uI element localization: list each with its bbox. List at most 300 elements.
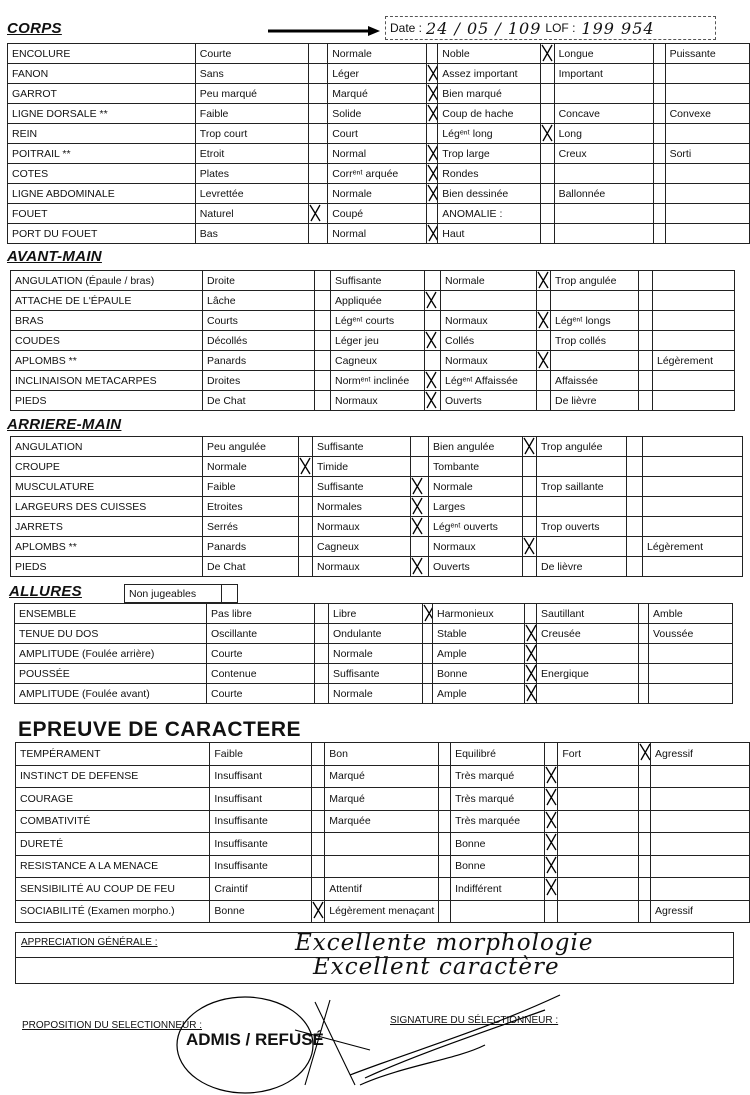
table-row [8, 84, 750, 104]
mark-cell[interactable] [544, 810, 558, 833]
mark-cell[interactable] [426, 64, 437, 84]
mark-cell[interactable] [537, 351, 551, 371]
mark-cell[interactable] [541, 224, 554, 244]
appreciation-handwritten-1: Excellente morphologie [295, 930, 594, 956]
mark-cell[interactable] [315, 604, 329, 624]
criterion-label: LIGNE DORSALE ** [12, 107, 108, 120]
option-cell [207, 604, 315, 624]
option-cell [438, 184, 541, 204]
option-cell [554, 144, 654, 164]
option-cell [328, 104, 427, 124]
option-label: Timide [317, 460, 349, 473]
mark-cell[interactable] [309, 144, 328, 164]
option-cell [195, 84, 308, 104]
mark-cell[interactable] [426, 44, 437, 64]
option-cell [325, 878, 439, 901]
mark-cell[interactable] [523, 537, 537, 557]
mark-cell[interactable] [654, 224, 665, 244]
table-row [11, 271, 735, 291]
option-label: Légᵉⁿᵗ ouverts [433, 520, 498, 533]
check-cross-icon [537, 351, 549, 369]
section-title-arriere-main: ARRIERE-MAIN [7, 416, 122, 433]
option-label: Normale [207, 460, 247, 473]
option-cell [537, 497, 627, 517]
mark-cell[interactable] [639, 743, 651, 766]
table-row [16, 900, 750, 923]
mark-cell[interactable] [423, 664, 433, 684]
table-row [16, 833, 750, 856]
mark-cell[interactable] [654, 184, 665, 204]
option-cell [331, 291, 425, 311]
check-cross-icon [427, 64, 438, 82]
option-cell [433, 644, 525, 664]
mark-cell[interactable] [411, 517, 429, 537]
option-cell [313, 477, 411, 497]
mark-cell[interactable] [537, 311, 551, 331]
mark-cell[interactable] [544, 743, 558, 766]
option-label: Suffisante [333, 667, 380, 680]
mark-cell[interactable] [439, 743, 451, 766]
mark-cell[interactable] [654, 164, 665, 184]
proposition-label: PROPOSITION DU SELECTIONNEUR : [22, 1020, 203, 1031]
option-label: Pas libre [211, 607, 252, 620]
mark-cell[interactable] [311, 855, 325, 878]
mark-cell[interactable] [541, 84, 554, 104]
option-label: Trop saillante [541, 480, 604, 493]
mark-cell[interactable] [544, 833, 558, 856]
criterion-label: AMPLITUDE (Foulée arrière) [19, 647, 155, 660]
option-cell [537, 604, 639, 624]
option-cell [433, 624, 525, 644]
option-cell [643, 557, 743, 577]
mark-cell[interactable] [523, 557, 537, 577]
check-cross-icon [545, 878, 557, 896]
option-cell [653, 291, 735, 311]
option-cell [554, 184, 654, 204]
mark-cell[interactable] [425, 371, 441, 391]
mark-cell[interactable] [425, 311, 441, 331]
mark-cell[interactable] [541, 44, 554, 64]
mark-cell[interactable] [311, 900, 325, 923]
mark-cell[interactable] [315, 351, 331, 371]
option-cell [653, 391, 735, 411]
mark-cell[interactable] [309, 124, 328, 144]
mark-cell[interactable] [426, 204, 437, 224]
mark-cell[interactable] [627, 497, 643, 517]
option-cell [328, 164, 427, 184]
mark-cell[interactable] [411, 477, 429, 497]
mark-cell[interactable] [639, 331, 653, 351]
option-cell [554, 44, 654, 64]
mark-cell[interactable] [315, 311, 331, 331]
table-row [16, 765, 750, 788]
option-cell [210, 810, 311, 833]
option-cell [329, 684, 423, 704]
option-label: Normaux [445, 354, 488, 367]
option-label: Trop court [199, 127, 248, 140]
mark-cell[interactable] [439, 878, 451, 901]
mark-cell[interactable] [311, 810, 325, 833]
mark-cell[interactable] [425, 271, 441, 291]
mark-cell[interactable] [425, 331, 441, 351]
option-cell [451, 765, 545, 788]
mark-cell[interactable] [523, 477, 537, 497]
option-label: Légᵉⁿᵗ courts [335, 314, 395, 327]
option-cell [451, 788, 545, 811]
mark-cell[interactable] [309, 64, 328, 84]
mark-cell[interactable] [639, 644, 649, 664]
check-cross-icon [545, 856, 557, 874]
mark-cell[interactable] [523, 517, 537, 537]
mark-cell[interactable] [627, 517, 643, 537]
option-label: Bon [329, 747, 348, 760]
mark-cell[interactable] [299, 437, 313, 457]
mark-cell[interactable] [309, 204, 328, 224]
check-cross-icon [299, 457, 311, 475]
option-label: Normaux [317, 560, 360, 573]
check-cross-icon [411, 517, 423, 535]
mark-cell[interactable] [654, 44, 665, 64]
option-cell [653, 271, 735, 291]
option-label: Coupé [332, 207, 364, 220]
criterion-cell [11, 437, 203, 457]
criterion-cell [11, 497, 203, 517]
mark-cell[interactable] [426, 124, 437, 144]
option-cell [313, 537, 411, 557]
option-cell [438, 164, 541, 184]
option-label: Naturel [199, 207, 234, 220]
mark-cell[interactable] [544, 765, 558, 788]
table-row [11, 437, 743, 457]
option-label: Collés [445, 334, 475, 347]
mark-cell[interactable] [439, 900, 451, 923]
mark-cell[interactable] [639, 624, 649, 644]
option-cell [325, 810, 439, 833]
mark-cell[interactable] [654, 124, 665, 144]
mark-cell[interactable] [654, 144, 665, 164]
check-cross-icon [525, 684, 537, 702]
check-cross-icon [537, 271, 549, 289]
option-label: Courte [211, 647, 243, 660]
option-cell [451, 878, 545, 901]
check-cross-icon [312, 901, 324, 919]
mark-cell[interactable] [411, 497, 429, 517]
mark-cell[interactable] [627, 457, 643, 477]
criterion-cell [8, 64, 196, 84]
mark-cell[interactable] [525, 624, 537, 644]
criterion-cell [11, 477, 203, 497]
mark-cell[interactable] [627, 537, 643, 557]
option-label: Etroit [199, 147, 225, 160]
mark-cell[interactable] [639, 291, 653, 311]
option-cell [554, 164, 654, 184]
mark-cell[interactable] [523, 497, 537, 517]
mark-cell[interactable] [537, 271, 551, 291]
mark-cell[interactable] [425, 291, 441, 311]
mark-cell[interactable] [541, 184, 554, 204]
mark-cell[interactable] [639, 684, 649, 704]
mark-cell[interactable] [639, 900, 651, 923]
mark-cell[interactable] [411, 537, 429, 557]
mark-cell[interactable] [639, 351, 653, 371]
mark-cell[interactable] [654, 204, 665, 224]
mark-cell[interactable] [541, 104, 554, 124]
option-cell [643, 477, 743, 497]
section-title-avant-main: AVANT-MAIN [7, 248, 102, 265]
check-cross-icon [427, 224, 438, 242]
option-cell [551, 271, 639, 291]
mark-cell[interactable] [311, 788, 325, 811]
check-cross-icon [545, 811, 557, 829]
table-row [8, 184, 750, 204]
mark-cell[interactable] [426, 84, 437, 104]
mark-cell[interactable] [537, 391, 551, 411]
criterion-cell [16, 788, 210, 811]
option-label: Normale [445, 274, 485, 287]
table-row [15, 624, 733, 644]
mark-cell[interactable] [309, 44, 328, 64]
option-cell [537, 517, 627, 537]
mark-cell[interactable] [627, 477, 643, 497]
mark-cell[interactable] [299, 557, 313, 577]
option-cell [429, 517, 523, 537]
option-cell [328, 64, 427, 84]
option-cell [429, 437, 523, 457]
option-label: Marquée [329, 815, 371, 828]
option-cell [313, 437, 411, 457]
mark-cell[interactable] [541, 144, 554, 164]
option-cell [451, 810, 545, 833]
option-label: De lièvre [555, 394, 597, 407]
mark-cell[interactable] [411, 557, 429, 577]
mark-cell[interactable] [411, 437, 429, 457]
mark-cell[interactable] [639, 271, 653, 291]
mark-cell[interactable] [299, 517, 313, 537]
mark-cell[interactable] [309, 224, 328, 244]
option-cell [554, 104, 654, 124]
mark-cell[interactable] [639, 311, 653, 331]
option-cell [558, 855, 639, 878]
option-cell [451, 900, 545, 923]
option-cell [438, 104, 541, 124]
mark-cell[interactable] [439, 788, 451, 811]
mark-cell[interactable] [315, 644, 329, 664]
option-cell [195, 64, 308, 84]
mark-cell[interactable] [525, 684, 537, 704]
mark-cell[interactable] [541, 204, 554, 224]
option-label: Harmonieux [437, 607, 494, 620]
mark-cell[interactable] [541, 124, 554, 144]
mark-cell[interactable] [315, 331, 331, 351]
mark-cell[interactable] [425, 351, 441, 371]
mark-cell[interactable] [311, 878, 325, 901]
criterion-cell [11, 311, 203, 331]
mark-cell[interactable] [537, 331, 551, 351]
mark-cell[interactable] [315, 684, 329, 704]
mark-cell[interactable] [541, 64, 554, 84]
mark-cell[interactable] [639, 391, 653, 411]
option-cell [325, 833, 439, 856]
option-cell [203, 457, 299, 477]
option-cell [331, 351, 425, 371]
mark-cell[interactable] [309, 84, 328, 104]
option-cell [537, 664, 639, 684]
mark-cell[interactable] [423, 644, 433, 664]
mark-cell[interactable] [309, 184, 328, 204]
criterion-cell [11, 391, 203, 411]
option-cell [203, 391, 315, 411]
option-label: Très marqué [455, 770, 515, 783]
mark-cell[interactable] [537, 371, 551, 391]
mark-cell[interactable] [315, 271, 331, 291]
mark-cell[interactable] [544, 788, 558, 811]
mark-cell[interactable] [439, 833, 451, 856]
option-label: Suffisante [317, 440, 364, 453]
option-cell [313, 517, 411, 537]
option-label: De Chat [207, 560, 246, 573]
option-cell [558, 878, 639, 901]
mark-cell[interactable] [299, 497, 313, 517]
mark-cell[interactable] [627, 437, 643, 457]
mark-cell[interactable] [425, 391, 441, 411]
mark-cell[interactable] [639, 371, 653, 391]
option-cell [203, 437, 299, 457]
option-label: Concave [558, 107, 601, 120]
check-cross-icon [427, 164, 438, 182]
mark-cell[interactable] [315, 291, 331, 311]
option-label: Insuffisante [214, 815, 268, 828]
mark-cell[interactable] [315, 624, 329, 644]
option-cell [451, 743, 545, 766]
option-cell [653, 351, 735, 371]
mark-cell[interactable] [639, 810, 651, 833]
mark-cell[interactable] [311, 833, 325, 856]
option-cell [429, 477, 523, 497]
option-cell [537, 557, 627, 577]
mark-cell[interactable] [426, 164, 437, 184]
mark-cell[interactable] [426, 184, 437, 204]
option-label: Très marquée [455, 815, 521, 828]
option-cell [329, 664, 423, 684]
mark-cell[interactable] [315, 391, 331, 411]
criterion-cell [8, 164, 196, 184]
mark-cell[interactable] [523, 457, 537, 477]
mark-cell[interactable] [315, 664, 329, 684]
mark-cell[interactable] [309, 104, 328, 124]
option-label: Ouverts [445, 394, 482, 407]
mark-cell[interactable] [639, 765, 651, 788]
criterion-cell [16, 810, 210, 833]
option-cell [537, 477, 627, 497]
table-row [8, 164, 750, 184]
mark-cell[interactable] [299, 537, 313, 557]
option-cell [649, 684, 733, 704]
option-cell [195, 44, 308, 64]
check-cross-icon [537, 311, 549, 329]
mark-cell[interactable] [525, 604, 537, 624]
option-label: Insuffisante [214, 860, 268, 873]
mark-cell[interactable] [523, 437, 537, 457]
mark-cell[interactable] [654, 64, 665, 84]
mark-cell[interactable] [639, 878, 651, 901]
option-label: Ample [437, 687, 467, 700]
mark-cell[interactable] [426, 224, 437, 244]
mark-cell[interactable] [439, 765, 451, 788]
option-cell [643, 537, 743, 557]
criterion-cell [16, 900, 210, 923]
option-label: Voussée [653, 627, 694, 640]
criterion-cell [8, 224, 196, 244]
mark-cell[interactable] [311, 743, 325, 766]
mark-cell[interactable] [439, 810, 451, 833]
criterion-cell [15, 664, 207, 684]
mark-cell[interactable] [439, 855, 451, 878]
option-cell [429, 457, 523, 477]
option-label: Droite [207, 274, 236, 287]
mark-cell[interactable] [423, 684, 433, 704]
option-label: Tombante [433, 460, 480, 473]
criterion-label: RESISTANCE A LA MENACE [20, 860, 159, 873]
mark-cell[interactable] [299, 477, 313, 497]
option-cell [649, 604, 733, 624]
option-cell [651, 855, 750, 878]
option-label: Important [558, 67, 603, 80]
option-label: Courte [199, 47, 232, 60]
check-cross-icon [309, 204, 321, 222]
option-cell [203, 497, 299, 517]
mark-cell[interactable] [315, 371, 331, 391]
mark-cell[interactable] [544, 855, 558, 878]
option-label: Bonne [455, 837, 486, 850]
mark-cell[interactable] [311, 765, 325, 788]
mark-cell[interactable] [639, 664, 649, 684]
criterion-label: POUSSÉE [19, 667, 70, 680]
mark-cell[interactable] [423, 624, 433, 644]
mark-cell[interactable] [525, 644, 537, 664]
mark-cell[interactable] [299, 457, 313, 477]
mark-cell[interactable] [627, 557, 643, 577]
mark-cell[interactable] [639, 833, 651, 856]
table-row [11, 311, 735, 331]
criterion-cell [15, 644, 207, 664]
mark-cell[interactable] [544, 878, 558, 901]
mark-cell[interactable] [654, 84, 665, 104]
mark-cell[interactable] [411, 457, 429, 477]
mark-cell[interactable] [426, 144, 437, 164]
option-label: Attentif [329, 882, 362, 895]
mark-cell[interactable] [541, 164, 554, 184]
mark-cell[interactable] [309, 164, 328, 184]
option-label: Trop angulée [541, 440, 603, 453]
option-cell [203, 291, 315, 311]
criterion-label: BRAS [15, 314, 44, 327]
mark-cell[interactable] [654, 104, 665, 124]
option-cell [331, 391, 425, 411]
mark-cell[interactable] [639, 855, 651, 878]
mark-cell[interactable] [525, 664, 537, 684]
mark-cell[interactable] [544, 900, 558, 923]
mark-cell[interactable] [537, 291, 551, 311]
option-cell [665, 64, 749, 84]
mark-cell[interactable] [639, 788, 651, 811]
option-label: Bonne [437, 667, 468, 680]
criterion-label: ATTACHE DE L'ÉPAULE [15, 294, 132, 307]
mark-cell[interactable] [639, 604, 649, 624]
mark-cell[interactable] [423, 604, 433, 624]
option-label: Faible [199, 107, 229, 120]
mark-cell[interactable] [426, 104, 437, 124]
option-label: Agressif [655, 747, 693, 760]
